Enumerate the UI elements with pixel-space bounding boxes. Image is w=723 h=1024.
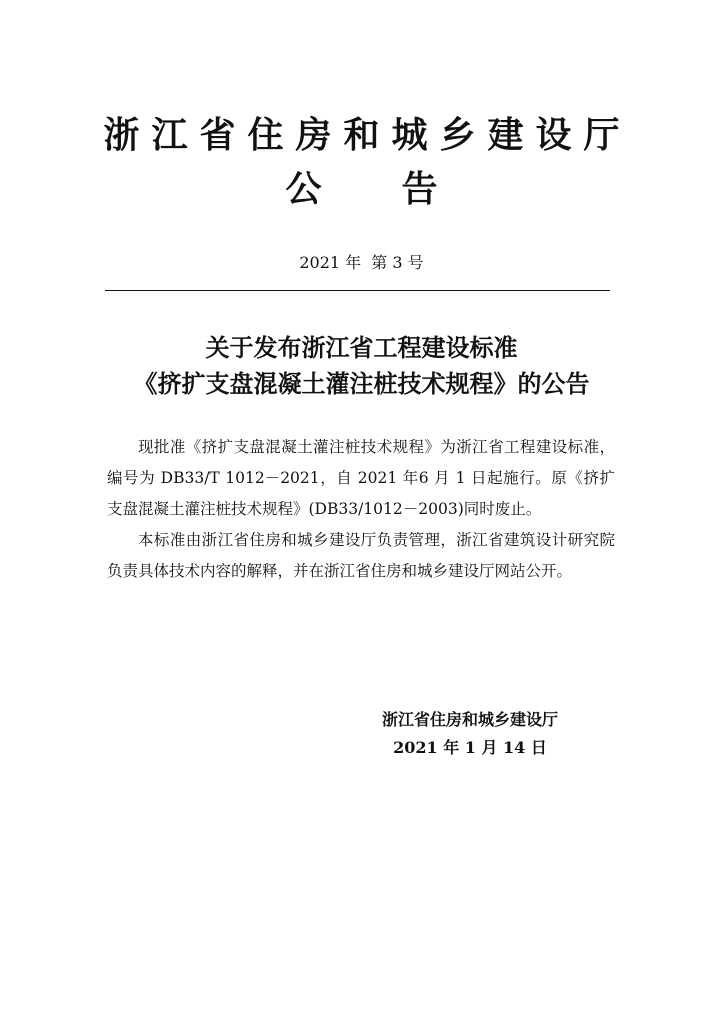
announcement-title [0, 330, 723, 402]
signature-date: 2021 年 1 月 14 日 [393, 738, 547, 757]
signature-block [340, 706, 600, 762]
issuer-heading: 浙江省住房和城乡建设厅 [103, 114, 632, 156]
title-line-1: 关于发布浙江省工程建设标准 [205, 333, 518, 362]
announcement-body [107, 432, 615, 587]
doctype-char-2: 告 [401, 168, 438, 210]
header-divider [105, 290, 610, 291]
body-paragraph-1: 现批准《挤扩支盘混凝土灌注桩技术规程》为浙江省工程建设标准，编号为 DB33/T 1012－2021，自 2021 年6 月 1 日起施行。原《挤扩支盘混凝土灌注桩技术规程》(DB33/1012－2003)同时废止。 [107, 438, 615, 518]
document-type-heading [0, 164, 723, 214]
title-line-2: 《挤扩支盘混凝土灌注桩技术规程》的公告 [133, 369, 590, 398]
signature-issuer: 浙江省住房和城乡建设厅 [381, 710, 558, 729]
doctype-char-1: 公 [285, 168, 322, 210]
document-number: 2021 年 第 3 号 [299, 253, 424, 272]
body-paragraph-2: 本标准由浙江省住房和城乡建设厅负责管理，浙江省建筑设计研究院负责具体技术内容的解释，并在浙江省住房和城乡建设厅网站公开。 [107, 531, 615, 580]
